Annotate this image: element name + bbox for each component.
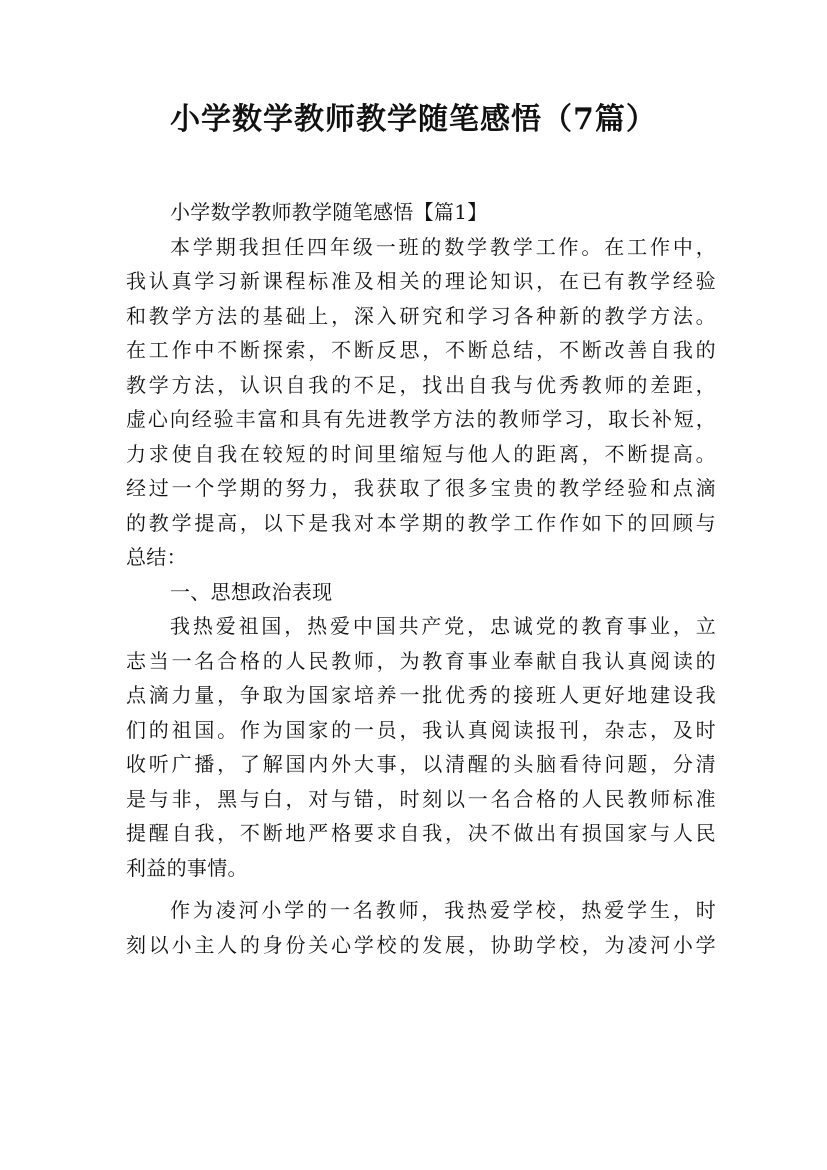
paragraph-line: 本学期我担任四年级一班的数学教学工作。在工作中， xyxy=(170,234,716,259)
paragraph-line: 的教学提高，以下是我对本学期的教学工作作如下的回顾与 xyxy=(126,510,716,535)
section-heading: 小学数学教师教学随笔感悟【篇1】 xyxy=(170,200,488,224)
paragraph-line: 提醒自我，不断地严格要求自我，决不做出有损国家与人民 xyxy=(126,821,716,845)
paragraph-line: 经过一个学期的努力，我获取了很多宝贵的教学经验和点滴 xyxy=(126,476,716,500)
paragraph-line: 志当一名合格的人民教师，为教育事业奉献自我认真阅读的 xyxy=(126,648,716,673)
paragraph-line: 作为凌河小学的一名教师，我热爱学校，热爱学生，时 xyxy=(170,898,716,922)
paragraph-line: 点滴力量，争取为国家培养一批优秀的接班人更好地建设我 xyxy=(126,683,716,707)
paragraph-line: 们的祖国。作为国家的一员，我认真阅读报刊，杂志，及时 xyxy=(126,717,716,742)
paragraph-line: 总结： xyxy=(126,545,187,569)
paragraph-line: 在工作中不断探索，不断反思，不断总结，不断改善自我的 xyxy=(126,338,716,362)
paragraph-line: 教学方法，认识自我的不足，找出自我与优秀教师的差距， xyxy=(126,372,716,397)
paragraph-line: 我热爱祖国，热爱中国共产党，忠诚党的教育事业，立 xyxy=(170,614,716,638)
paragraph-line: 虚心向经验丰富和具有先进教学方法的教师学习，取长补短， xyxy=(126,407,716,431)
paragraph-line: 利益的事情。 xyxy=(126,855,248,880)
document-title: 小学数学教师教学随笔感悟（7篇） xyxy=(170,102,657,137)
paragraph-line: 刻以小主人的身份关心学校的发展，协助学校，为凌河小学 xyxy=(126,932,716,957)
paragraph-line: 是与非，黑与白，对与错，时刻以一名合格的人民教师标准 xyxy=(126,786,716,811)
paragraph-line: 收听广播，了解国内外大事，以清醒的头脑看待问题，分清 xyxy=(126,752,716,776)
paragraph-line: 力求使自我在较短的时间里缩短与他人的距离，不断提高。 xyxy=(126,441,716,466)
paragraph-line: 和教学方法的基础上，深入研究和学习各种新的教学方法。 xyxy=(126,303,716,328)
paragraph-line: 我认真学习新课程标准及相关的理论知识，在已有教学经验 xyxy=(126,269,716,293)
document-body xyxy=(126,195,716,962)
paragraph-gap xyxy=(126,885,716,893)
section-heading: 一、思想政治表现 xyxy=(170,579,333,604)
